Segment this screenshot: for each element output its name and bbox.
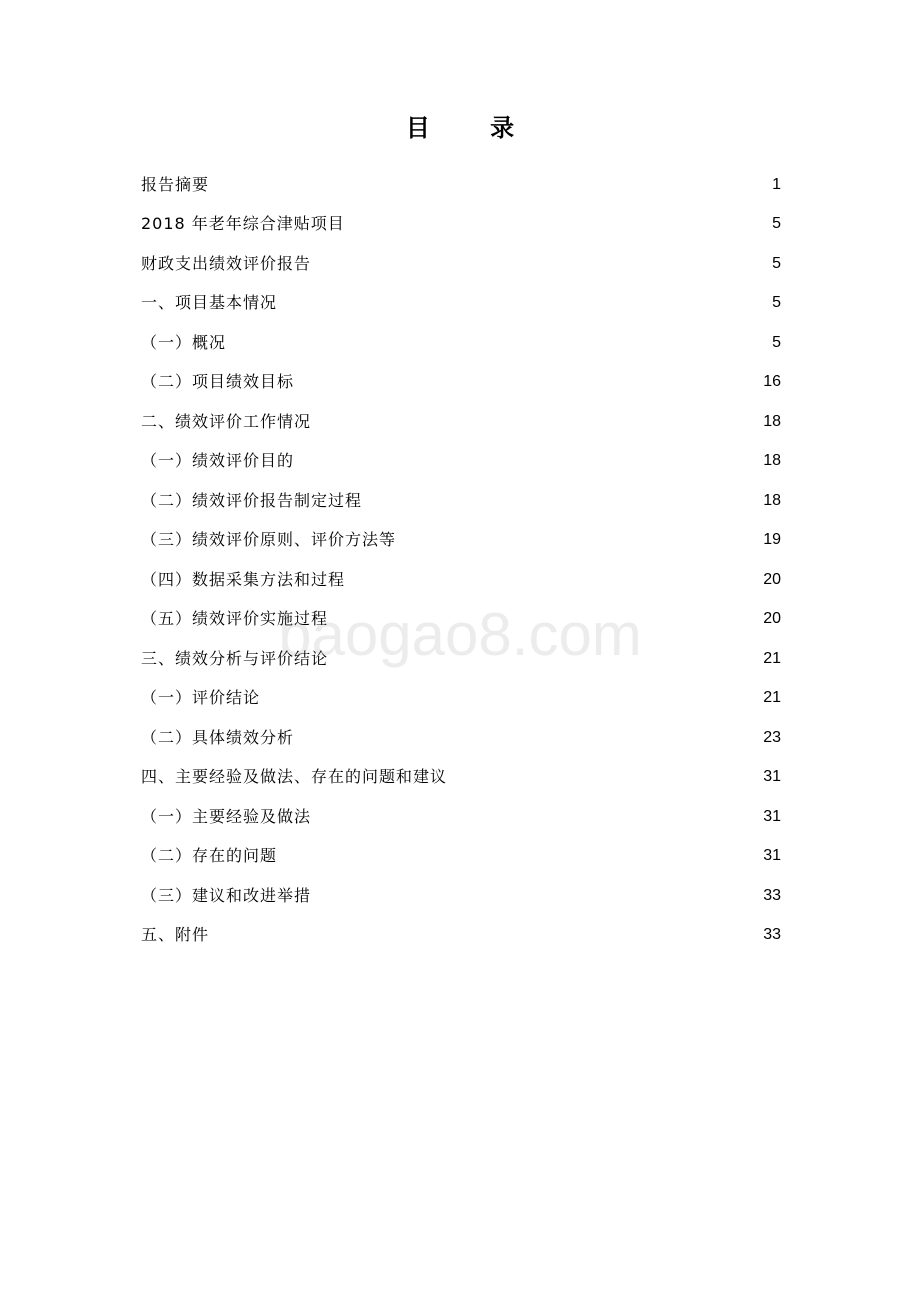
toc-entry-page-number: 18 — [763, 491, 781, 509]
toc-entry-page-number: 31 — [763, 847, 781, 864]
toc-dot-leader — [330, 609, 761, 629]
toc-dot-leader — [347, 570, 761, 590]
toc-entry[interactable] — [141, 827, 781, 867]
toc-entry-page-number: 33 — [763, 886, 781, 904]
toc-entry-page-number: 20 — [763, 610, 781, 627]
toc-entry[interactable] — [141, 353, 781, 393]
toc-entry-label: 一、项目基本情况 — [141, 293, 278, 312]
toc-entry[interactable] — [141, 708, 781, 748]
toc-entry-page-number: 20 — [763, 570, 781, 588]
toc-list — [141, 155, 781, 945]
toc-entry-label: （二）存在的问题 — [141, 846, 278, 865]
toc-entry[interactable] — [141, 669, 781, 709]
toc-entry-label: （二）项目绩效目标 — [141, 372, 295, 391]
toc-entry[interactable] — [141, 906, 781, 946]
toc-entry-label: 三、绩效分析与评价结论 — [141, 648, 329, 668]
toc-entry[interactable] — [141, 590, 781, 630]
toc-entry-page-number: 21 — [763, 689, 781, 706]
toc-entry-label: 财政支出绩效评价报告 — [141, 253, 312, 273]
toc-entry-page-number: 1 — [772, 175, 781, 193]
toc-entry[interactable] — [141, 155, 781, 195]
toc-dot-leader — [313, 807, 761, 827]
toc-entry-label: （二）具体绩效分析 — [141, 727, 295, 747]
toc-dot-leader — [364, 491, 761, 511]
toc-entry-page-number: 18 — [763, 452, 781, 469]
toc-entry-label: 二、绩效评价工作情况 — [141, 411, 312, 431]
toc-entry-page-number: 19 — [763, 531, 781, 548]
toc-entry-label: 2018 年老年综合津贴项目 — [141, 214, 345, 233]
toc-dot-leader — [449, 767, 761, 787]
toc-entry-label: （四）数据采集方法和过程 — [141, 569, 346, 589]
toc-entry[interactable] — [141, 274, 781, 314]
toc-dot-leader — [296, 372, 761, 392]
toc-dot-leader — [296, 728, 761, 748]
toc-dot-leader — [313, 412, 761, 432]
toc-entry[interactable] — [141, 866, 781, 906]
toc-dot-leader — [211, 175, 770, 195]
toc-entry-label: （三）建议和改进举措 — [141, 885, 312, 905]
toc-entry-label: （一）绩效评价目的 — [141, 451, 295, 470]
toc-entry-label: （二）绩效评价报告制定过程 — [141, 490, 363, 510]
toc-entry[interactable] — [141, 195, 781, 235]
toc-entry[interactable] — [141, 234, 781, 274]
toc-entry[interactable] — [141, 550, 781, 590]
toc-entry-page-number: 33 — [763, 926, 781, 943]
toc-entry-label: （一）概况 — [141, 332, 227, 352]
toc-entry[interactable] — [141, 629, 781, 669]
toc-dot-leader — [313, 886, 761, 906]
toc-entry[interactable] — [141, 432, 781, 472]
toc-entry-page-number: 31 — [763, 807, 781, 825]
toc-entry-label: 报告摘要 — [141, 174, 210, 194]
toc-entry[interactable] — [141, 313, 781, 353]
toc-dot-leader — [279, 846, 761, 866]
toc-entry[interactable] — [141, 511, 781, 551]
toc-entry-label: （五）绩效评价实施过程 — [141, 609, 329, 628]
toc-entry[interactable] — [141, 748, 781, 788]
toc-dot-leader — [398, 530, 761, 550]
toc-entry-label: （三）绩效评价原则、评价方法等 — [141, 530, 397, 549]
watermark: baogao8.com — [278, 601, 642, 668]
toc-entry-page-number: 23 — [763, 728, 781, 746]
toc-entry-page-number: 18 — [763, 412, 781, 430]
toc-entry-page-number: 21 — [763, 649, 781, 667]
toc-dot-leader — [262, 688, 761, 708]
toc-entry-page-number: 5 — [772, 294, 781, 311]
toc-dot-leader — [228, 333, 770, 353]
toc-dot-leader — [330, 649, 761, 669]
toc-entry-label: 五、附件 — [141, 925, 210, 944]
toc-entry-page-number: 5 — [772, 254, 781, 272]
toc-dot-leader — [296, 451, 761, 471]
toc-entry-page-number: 31 — [763, 768, 781, 785]
toc-entry[interactable] — [141, 392, 781, 432]
toc-dot-leader — [347, 214, 770, 234]
toc-entry[interactable] — [141, 471, 781, 511]
toc-dot-leader — [211, 925, 761, 945]
toc-entry-page-number: 5 — [772, 215, 781, 232]
toc-title: 目 录 — [405, 114, 541, 142]
toc-entry-label: 四、主要经验及做法、存在的问题和建议 — [141, 767, 448, 786]
toc-entry[interactable] — [141, 787, 781, 827]
toc-entry-label: （一）主要经验及做法 — [141, 806, 312, 826]
toc-entry-page-number: 16 — [763, 373, 781, 390]
toc-entry-label: （一）评价结论 — [141, 688, 261, 707]
toc-entry-page-number: 5 — [772, 333, 781, 351]
toc-dot-leader — [313, 254, 770, 274]
toc-dot-leader — [279, 293, 770, 313]
